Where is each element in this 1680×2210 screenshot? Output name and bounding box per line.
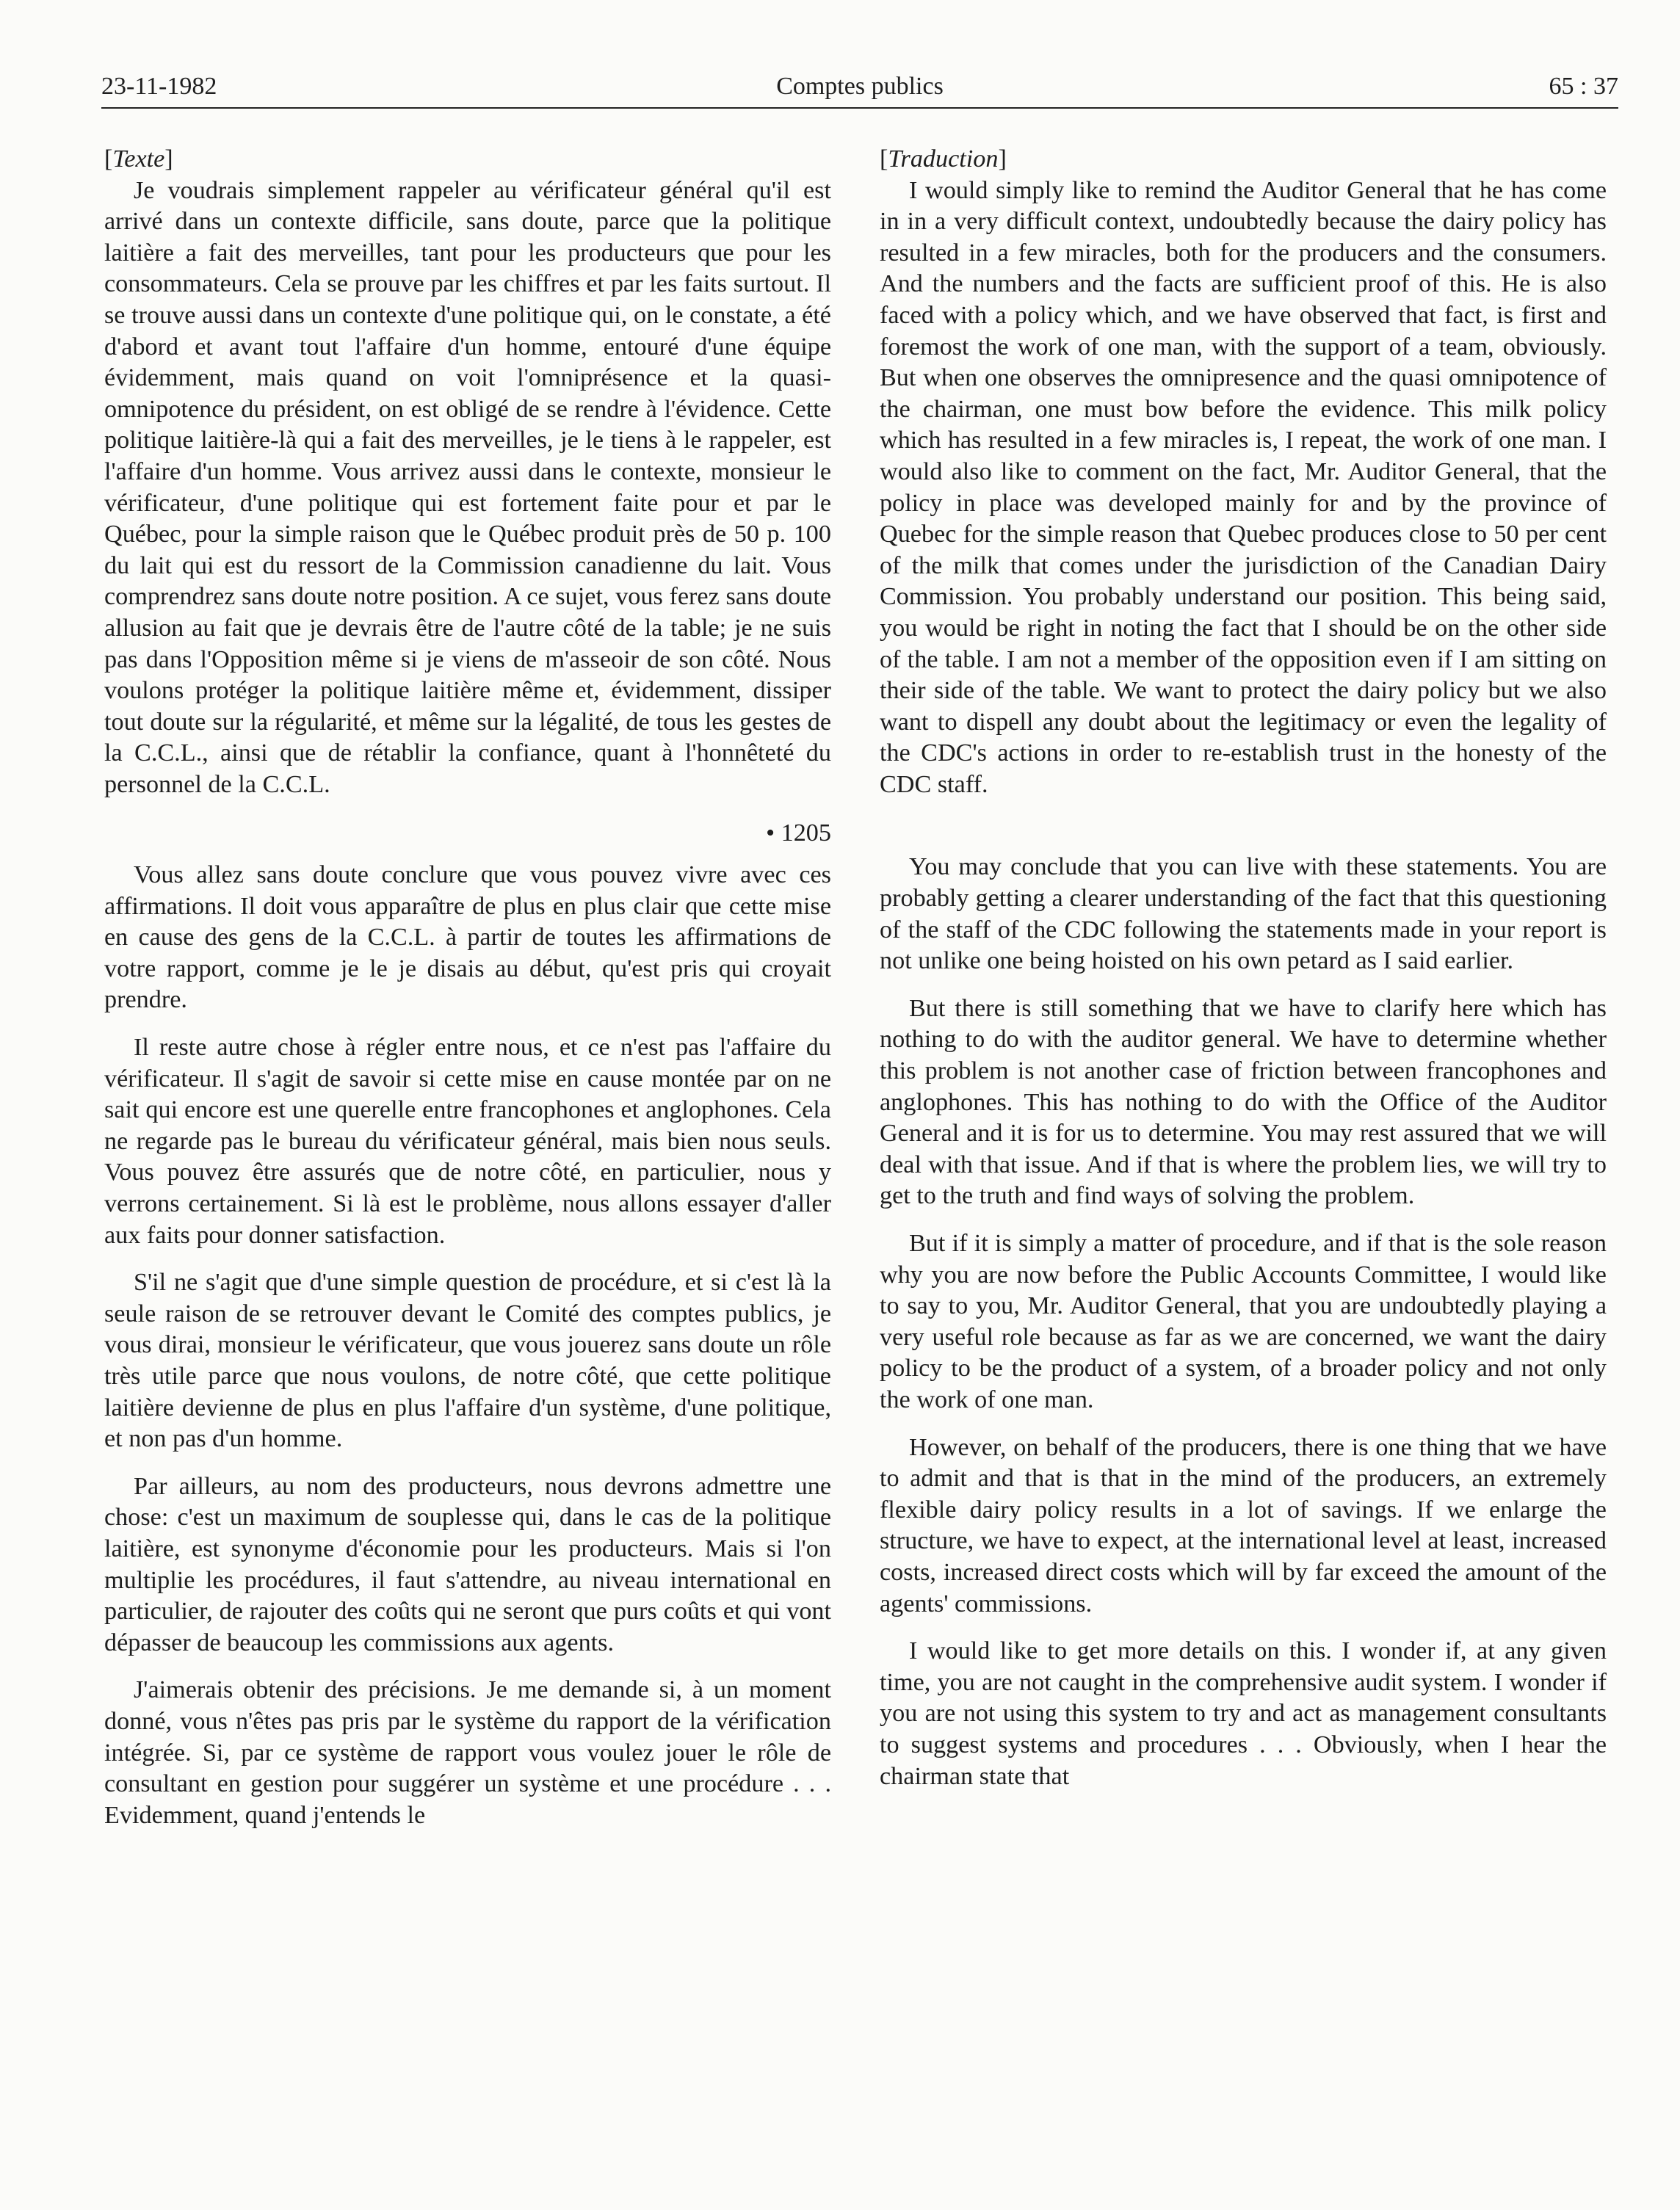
french-label-text: Texte (112, 145, 165, 173)
french-paragraph-4: S'il ne s'agit que d'une simple question de procédure, et si c'est là la seule raison de se retrouver devant le Comité des comptes publics, je vous dirai, monsieur le vérificateur, que vous jouerez sans doute un rôle très utile parce que nous voulons, de notre côté, que cette politique laitière devienne de plus en plus l'affaire d'un système, d'une politique, et non pas d'un homme. (104, 1269, 831, 1453)
french-paragraph-2: Vous allez sans doute conclure que vous pouvez vivre avec ces affirmations. Il doit vous apparaître de plus en plus clair que cette mise en cause des gens de la C.C.L. à partir de toutes les affirmations de votre rapport, comme je le je disais au début, qu'est pris qui croyait prendre. (104, 861, 831, 1014)
english-paragraph-6: I would like to get more details on this. I wonder if, at any given time, you are not caught in the comprehensive audit system. I wonder if you are not using this system to try and act as management consultants to suggest systems and procedures . . . Obviously, when I hear the chairman state that (880, 1637, 1607, 1790)
french-paragraph-6: J'aimerais obtenir des précisions. Je me demande si, à un moment donné, vous n'êtes pas pris par le système du rapport de la vérification intégrée. Si, par ce système de rapport vous voulez jouer le rôle de consultant en gestion pour suggérer un système et une procédure . . . Evidemment, quand j'entends le (104, 1676, 831, 1829)
header-date: 23-11-1982 (101, 73, 217, 100)
english-label: [Traduction] (880, 145, 1007, 173)
time-marker: • 1205 (766, 819, 831, 847)
english-column (880, 144, 1607, 1792)
french-label: [Texte] (104, 145, 173, 173)
english-paragraph-2: You may conclude that you can live with these statements. You are probably getting a clearer understanding of the fact that this questioning of the staff of the CDC following the statements made in your report is not unlike one being hoisted on his own petard as I said earlier. (880, 853, 1607, 975)
english-paragraph-1: I would simply like to remind the Auditor General that he has come in in a very difficult context, undoubtedly because the dairy policy has resulted in a few miracles, both for the producers and the consumers. And the numbers and the facts are sufficient proof of this. He is also faced with a policy which, and we have observed that fact, is first and foremost the work of one man, with the support of a team, obviously. But when one observes the omnipresence and the quasi omnipotence of the chairman, one must bow before the evidence. This milk policy which has resulted in a few miracles is, I repeat, the work of one man. I would also like to comment on the fact, Mr. Auditor General, that the policy in place was developed mainly for and by the province of Quebec for the simple reason that Quebec produces close to 50 per cent of the milk that comes under the jurisdiction of the Canadian Dairy Commission. You probably understand our position. This being said, you would be right in noting the fact that I should be on the other side of the table. I am not a member of the opposition even if I am sitting on their side of the table. We want to protect the dairy policy but we also want to dispell any doubt about the legitimacy or even the legality of the CDC's actions in order to re-establish trust in the honesty of the CDC staff. (880, 176, 1607, 798)
header-title: Comptes publics (776, 73, 944, 100)
english-label-text: Traduction (888, 145, 999, 173)
french-column (104, 144, 831, 1831)
english-paragraph-4: But if it is simply a matter of procedure, and if that is the sole reason why you are now before the Public Accounts Committee, I would like to say to you, Mr. Auditor General, that you are undoubtedly playing a very useful role because as far as we are concerned, we want the dairy policy to be the product of a system, of a broader policy and not only the work of one man. (880, 1230, 1607, 1413)
header-rule (101, 107, 1618, 109)
page-header (101, 68, 1618, 106)
header-page-number: 65 : 37 (1549, 73, 1618, 100)
french-paragraph-1: Je voudrais simplement rappeler au vérificateur général qu'il est arrivé dans un contexte difficile, sans doute, parce que la politique laitière a fait des merveilles, tant pour les producteurs que pour les consommateurs. Cela se prouve par les chiffres et par les faits surtout. Il se trouve aussi dans un contexte d'une politique qui, on le constate, a été d'abord et avant tout l'affaire d'un homme, entouré d'une équipe évidemment, mais quand on voit l'omniprésence et la quasi-omnipotence du président, on est obligé de se rendre à l'évidence. Cette politique laitière-là qui a fait des merveilles, je le tiens à le rappeler, est l'affaire d'un homme. Vous arrivez aussi dans le contexte, monsieur le vérificateur, d'une politique qui est fortement faite pour et par le Québec, pour la simple raison que le Québec produit près de 50 p. 100 du lait qui est du ressort de la Commission canadienne du lait. Vous comprendrez sans doute notre position. A ce sujet, vous ferez sans doute allusion au fait que je devrais être de l'autre côté de la table; je ne suis pas dans l'Opposition même si je viens de m'asseoir de son côté. Nous voulons protéger la politique laitière même et, évidemment, dissiper tout doute sur la régularité, et même sur la légalité, de tous les gestes de la C.C.L., ainsi que de rétablir la confiance, quant à l'honnêteté du personnel de la C.C.L. (104, 176, 831, 798)
french-paragraph-5: Par ailleurs, au nom des producteurs, nous devrons admettre une chose: c'est un maximum de souplesse qui, dans le cas de la politique laitière, est synonyme d'économie pour les producteurs. Mais si l'on multiplie les procédures, il faut s'attendre, au niveau international en particulier, de rajouter des coûts qui ne seront que purs coûts et qui vont dépasser de beaucoup les commissions aux agents. (104, 1472, 831, 1656)
english-spacer (880, 800, 1607, 852)
french-paragraph-3: Il reste autre chose à régler entre nous, et ce n'est pas l'affaire du vérificateur. Il s'agit de savoir si cette mise en cause montée par on ne sait qui encore est une querelle entre francophones et anglophones. Cela ne regarde pas le bureau du vérificateur général, mais bien nous seuls. Vous pouvez être assurés que de notre côté, en particulier, nous y verrons certainement. Si là est le problème, nous allons essayer d'aller aux faits pour donner satisfaction. (104, 1034, 831, 1249)
english-paragraph-3: But there is still something that we have to clarify here which has nothing to do with the auditor general. We have to determine whether this problem is not another case of friction between francophones and anglophones. This has nothing to do with the Office of the Auditor General and it is for us to determine. You may rest assured that we will deal with that issue. And if that is where the problem lies, we will try to get to the truth and find ways of solving the problem. (880, 994, 1607, 1210)
english-paragraph-5: However, on behalf of the producers, there is one thing that we have to admit and that is that in the mind of the producers, an extremely flexible dairy policy results in a lot of savings. If we enlarge the structure, we have to expect, at the international level at least, increased costs, increased direct costs which will by far exceed the amount of the agents' commissions. (880, 1433, 1607, 1617)
